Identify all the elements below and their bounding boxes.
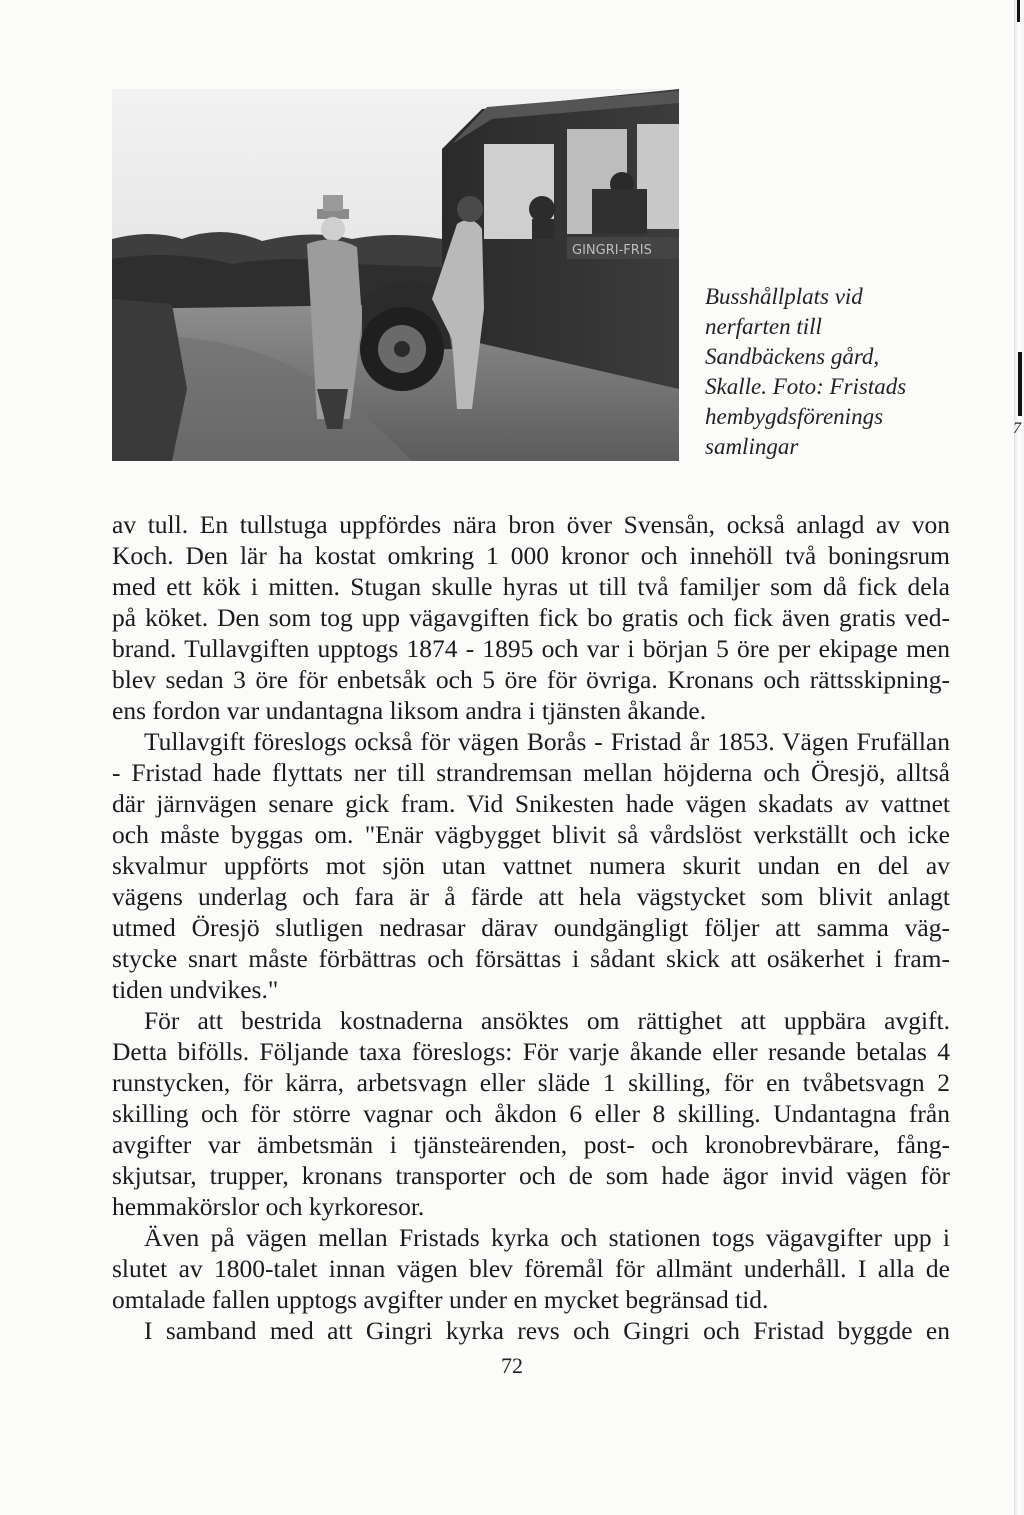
caption-line: hembygdsförenings bbox=[705, 404, 884, 429]
edge-mark bbox=[1017, 0, 1020, 22]
page-number: 72 bbox=[501, 1353, 523, 1378]
page-edge bbox=[1014, 0, 1024, 1515]
text-line: skvalmur uppförts mot sjön utan vattnet numera skurit undan en del av bbox=[112, 851, 950, 880]
text-line: skilling och för större vagnar och åkdon 6 eller 8 skilling. Undantagna från bbox=[112, 1099, 950, 1128]
caption-line: samlingar bbox=[705, 434, 799, 459]
text-line: runstycken, för kärra, arbetsvagn eller släde 1 skilling, för en tvåbetsvagn 2 bbox=[112, 1068, 950, 1097]
text-line: av tull. En tullstuga uppfördes nära bron över Svensån, också anlagd av von bbox=[112, 510, 950, 539]
text-line: vägens underlag och fara är å färde att hela vägstycket som blivit anlagt bbox=[112, 882, 950, 911]
text-line: stycke snart måste förbättras och försättas i sådant skick att osäkerhet i fram- bbox=[112, 944, 950, 973]
text-line: omtalade fallen upptogs avgifter under en mycket begränsad tid. bbox=[112, 1285, 769, 1314]
edge-mark bbox=[1018, 352, 1022, 416]
text-line: I samband med att Gingri kyrka revs och Gingri och Fristad byggde en bbox=[144, 1316, 950, 1345]
bus-sign-text: GINGRI-FRIS bbox=[572, 243, 652, 258]
text-line: hemmakörslor och kyrkoresor. bbox=[112, 1192, 425, 1221]
text-line: avgifter var ämbetsmän i tjänsteärenden, post- och kronobrevbärare, fång- bbox=[112, 1130, 950, 1159]
caption-line: Sandbäckens gård, bbox=[705, 344, 880, 369]
caption-line: nerfarten till bbox=[705, 314, 822, 339]
text-line: Koch. Den lär ha kostat omkring 1 000 kronor och innehöll två boningsrum bbox=[112, 541, 950, 570]
text-line: tiden undvikes." bbox=[112, 975, 279, 1004]
text-line: Även på vägen mellan Fristads kyrka och stationen togs vägavgifter upp i bbox=[144, 1223, 950, 1252]
text-line: där järnvägen senare gick fram. Vid Snikesten hade vägen skadats av vattnet bbox=[112, 789, 950, 818]
caption-line: Skalle. Foto: Fristads bbox=[705, 374, 907, 399]
text-line: och måste byggas om. "Enär vägbygget blivit så vårdslöst verkställt och icke bbox=[112, 820, 950, 849]
text-line: Detta bifölls. Följande taxa föreslogs: För varje åkande eller resande betalas 4 bbox=[112, 1037, 950, 1066]
text-line: blev sedan 3 öre för enbetsåk och 5 öre för övriga. Kronans och rättsskipning- bbox=[112, 665, 950, 694]
caption-line: Busshållplats vid bbox=[705, 284, 863, 309]
edge-digit: 7 bbox=[1013, 420, 1021, 437]
photo-caption bbox=[705, 282, 945, 462]
text-line: ens fordon var undantagna liksom andra i tjänsten åkande. bbox=[112, 696, 707, 725]
text-line: slutet av 1800-talet innan vägen blev föremål för allmänt underhåll. I alla de bbox=[112, 1254, 950, 1283]
text-line: För att bestrida kostnaderna ansöktes om rättighet att uppbära avgift. bbox=[144, 1006, 950, 1035]
text-line: på köket. Den som tog upp vägavgiften fick bo gratis och fick även gratis ved- bbox=[112, 603, 950, 632]
text-line: Tullavgift föreslogs också för vägen Borås - Fristad år 1853. Vägen Frufällan bbox=[144, 727, 950, 756]
text-line: med ett kök i mitten. Stugan skulle hyras ut till två familjer som då fick dela bbox=[112, 572, 950, 601]
photo-bus-stop-icon bbox=[112, 89, 679, 461]
text-line: - Fristad hade flyttats ner till strandremsan mellan höjderna och Öresjö, alltså bbox=[112, 758, 950, 787]
text-line: brand. Tullavgiften upptogs 1874 - 1895 och var i början 5 öre per ekipage men bbox=[112, 634, 950, 663]
text-line: utmed Öresjö slutligen nedrasar därav oundgängligt följer att samma väg- bbox=[112, 913, 950, 942]
text-line: skjutsar, trupper, kronans transporter och de som hade ägor invid vägen för bbox=[112, 1161, 950, 1190]
bus-stop-photo bbox=[112, 89, 679, 461]
